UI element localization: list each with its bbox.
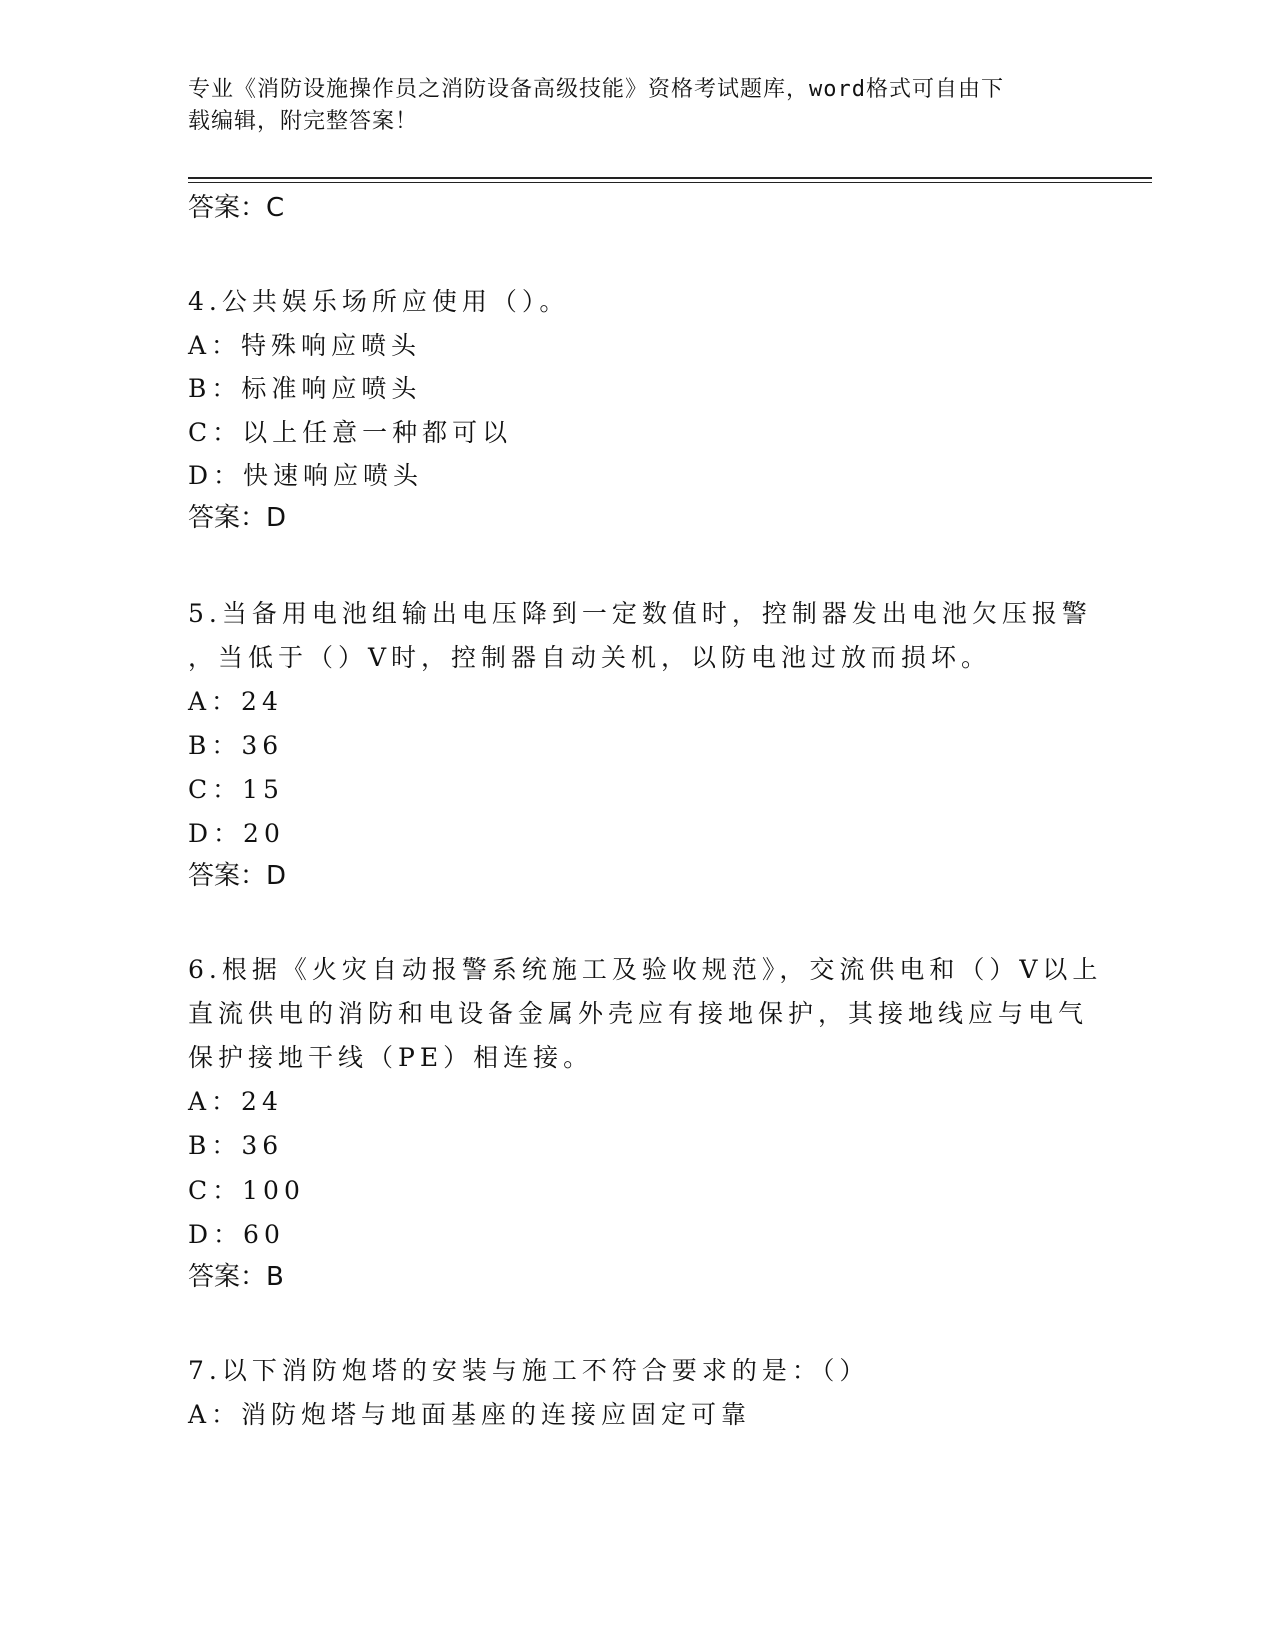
- answer-q4: 答案：D: [188, 503, 287, 533]
- question-6-stem-line-1: 6.根据《火灾自动报警系统施工及验收规范》，交流供电和（）V以上: [188, 955, 1103, 984]
- header-line-1: 专业《消防设施操作员之消防设备高级技能》资格考试题库，word格式可自由下: [188, 77, 1004, 102]
- question-6-stem-line-3: 保护接地干线（PE）相连接。: [188, 1043, 594, 1072]
- header-divider-thin: [188, 182, 1152, 183]
- question-5-option-b: B：36: [188, 731, 284, 760]
- question-5-option-d: D：20: [188, 819, 285, 848]
- question-4-option-d: D：快速响应喷头: [188, 461, 424, 490]
- question-4-stem: 4.公共娱乐场所应使用（）。: [188, 287, 570, 316]
- question-7-stem: 7.以下消防炮塔的安装与施工不符合要求的是：（）: [188, 1356, 870, 1385]
- question-5-stem-line-1: 5.当备用电池组输出电压降到一定数值时，控制器发出电池欠压报警: [188, 599, 1092, 628]
- header-divider-thick: [188, 177, 1152, 179]
- question-6-option-c: C：100: [188, 1176, 305, 1205]
- question-6-option-b: B：36: [188, 1131, 284, 1160]
- question-6-option-d: D：60: [188, 1220, 285, 1249]
- question-6-option-a: A：24: [188, 1087, 283, 1116]
- header-line-2: 载编辑，附完整答案！: [188, 109, 419, 134]
- question-6-stem-line-2: 直流供电的消防和电设备金属外壳应有接地保护，其接地线应与电气: [188, 999, 1089, 1028]
- document-header: [188, 74, 1088, 138]
- question-4-option-b: B：标准响应喷头: [188, 374, 422, 403]
- question-5-option-a: A：24: [188, 687, 283, 716]
- answer-q5: 答案：D: [188, 861, 287, 891]
- question-7-option-a: A：消防炮塔与地面基座的连接应固定可靠: [188, 1400, 752, 1429]
- answer-q6: 答案：B: [188, 1262, 284, 1292]
- question-4-option-a: A：特殊响应喷头: [188, 331, 422, 360]
- answer-q3: 答案：C: [188, 193, 285, 223]
- question-5-option-c: C：15: [188, 775, 284, 804]
- question-4-option-c: C：以上任意一种都可以: [188, 418, 513, 447]
- question-5-stem-line-2: ，当低于（）V时，控制器自动关机，以防电池过放而损坏。: [188, 643, 992, 672]
